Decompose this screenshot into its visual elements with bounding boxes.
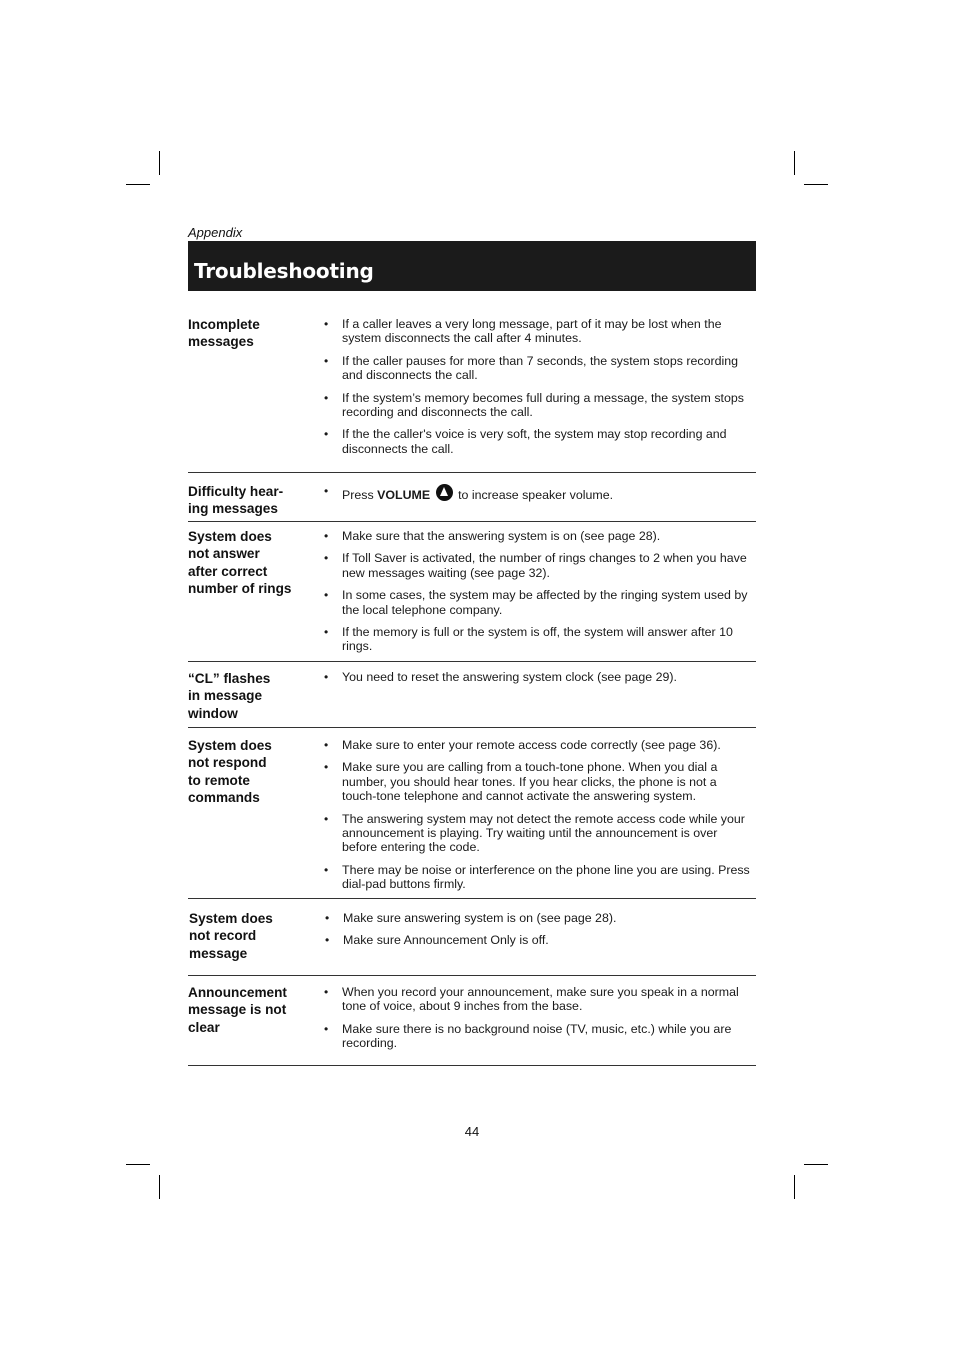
solution-item: • When you record your announcement, make sure you speak in a normal tone of voice, about 9 inches from the base. (342, 985, 754, 1014)
troubleshooting-row (188, 728, 756, 899)
page-title: Troubleshooting (194, 259, 374, 283)
crop-mark (126, 1164, 150, 1165)
page-number: 44 (464, 1124, 480, 1139)
solution-item: • If the memory is full or the system is off, the system will answer after 10 rings. (342, 625, 754, 654)
troubleshooting-row (188, 662, 756, 728)
volume-up-arrow-icon (436, 484, 453, 501)
problem-label: System does not record message (189, 911, 273, 961)
solution-item: • The answering system may not detect the remote access code while your announcement is playing. Try waiting until the announcement is over before entering the code. (342, 812, 754, 855)
press-text: Press (342, 488, 374, 502)
press-suffix: to increase speaker volume. (458, 488, 614, 502)
solution-list (342, 738, 754, 892)
problem-label: Difficulty hear- ing messages (188, 484, 284, 517)
troubleshooting-row (188, 473, 756, 522)
solution-list (343, 911, 755, 948)
solution-list (342, 484, 754, 502)
crop-mark (159, 151, 160, 175)
solution-item: • If the caller pauses for more than 7 seconds, the system stops recording and disconnects the call. (342, 354, 754, 383)
solution-item: • Make sure answering system is on (see page 28). (343, 911, 755, 925)
crop-mark (804, 1164, 828, 1165)
crop-mark (794, 151, 795, 175)
troubleshooting-row (188, 316, 756, 473)
solution-item: • If a caller leaves a very long message, part of it may be lost when the system disconnects the call after 4 minutes. (342, 317, 754, 346)
solution-item (342, 484, 754, 502)
solution-item: • Make sure there is no background noise (TV, music, etc.) while you are recording. (342, 1022, 754, 1051)
crop-mark (804, 184, 828, 185)
problem-label: System does not respond to remote commands (188, 738, 272, 806)
solution-list (342, 670, 754, 684)
problem-label: “CL” flashes in message window (188, 671, 271, 721)
troubleshooting-row (188, 522, 756, 662)
solution-item: • Make sure to enter your remote access code correctly (see page 36). (342, 738, 754, 752)
solution-item: • If the system’s memory becomes full during a message, the system stops recording and disconnects the call. (342, 391, 754, 420)
solution-list (342, 317, 754, 456)
title-bar (188, 241, 756, 291)
solution-item: • Make sure you are calling from a touch-tone phone. When you dial a number, you should hear tones. If you hear clicks, the phone is not a touch-tone telephone and cannot activate the answering system. (342, 760, 754, 803)
problem-label: Incomplete messages (188, 317, 260, 350)
solution-item: • There may be noise or interference on the phone line you are using. Press dial-pad buttons firmly. (342, 863, 754, 892)
solution-item: • Make sure that the answering system is on (see page 28). (342, 529, 754, 543)
problem-label: Announcement message is not clear (188, 985, 287, 1035)
problem-label: System does not answer after correct number of rings (188, 529, 292, 597)
crop-mark (126, 184, 150, 185)
crop-mark (159, 1175, 160, 1199)
volume-button-label: VOLUME (377, 488, 431, 502)
section-label: Appendix (188, 225, 243, 240)
troubleshooting-row (188, 899, 756, 976)
crop-mark (794, 1175, 795, 1199)
solution-item: • In some cases, the system may be affected by the ringing system used by the local telephone company. (342, 588, 754, 617)
solution-list (342, 985, 754, 1051)
solution-item: • Make sure Announcement Only is off. (343, 933, 755, 947)
solution-item: • If Toll Saver is activated, the number of rings changes to 2 when you have new messages waiting (see page 32). (342, 551, 754, 580)
troubleshooting-row (188, 976, 756, 1066)
solution-item: • You need to reset the answering system clock (see page 29). (342, 670, 754, 684)
solution-item: • If the the caller's voice is very soft, the system may stop recording and disconnects the call. (342, 427, 754, 456)
solution-list (342, 529, 754, 654)
